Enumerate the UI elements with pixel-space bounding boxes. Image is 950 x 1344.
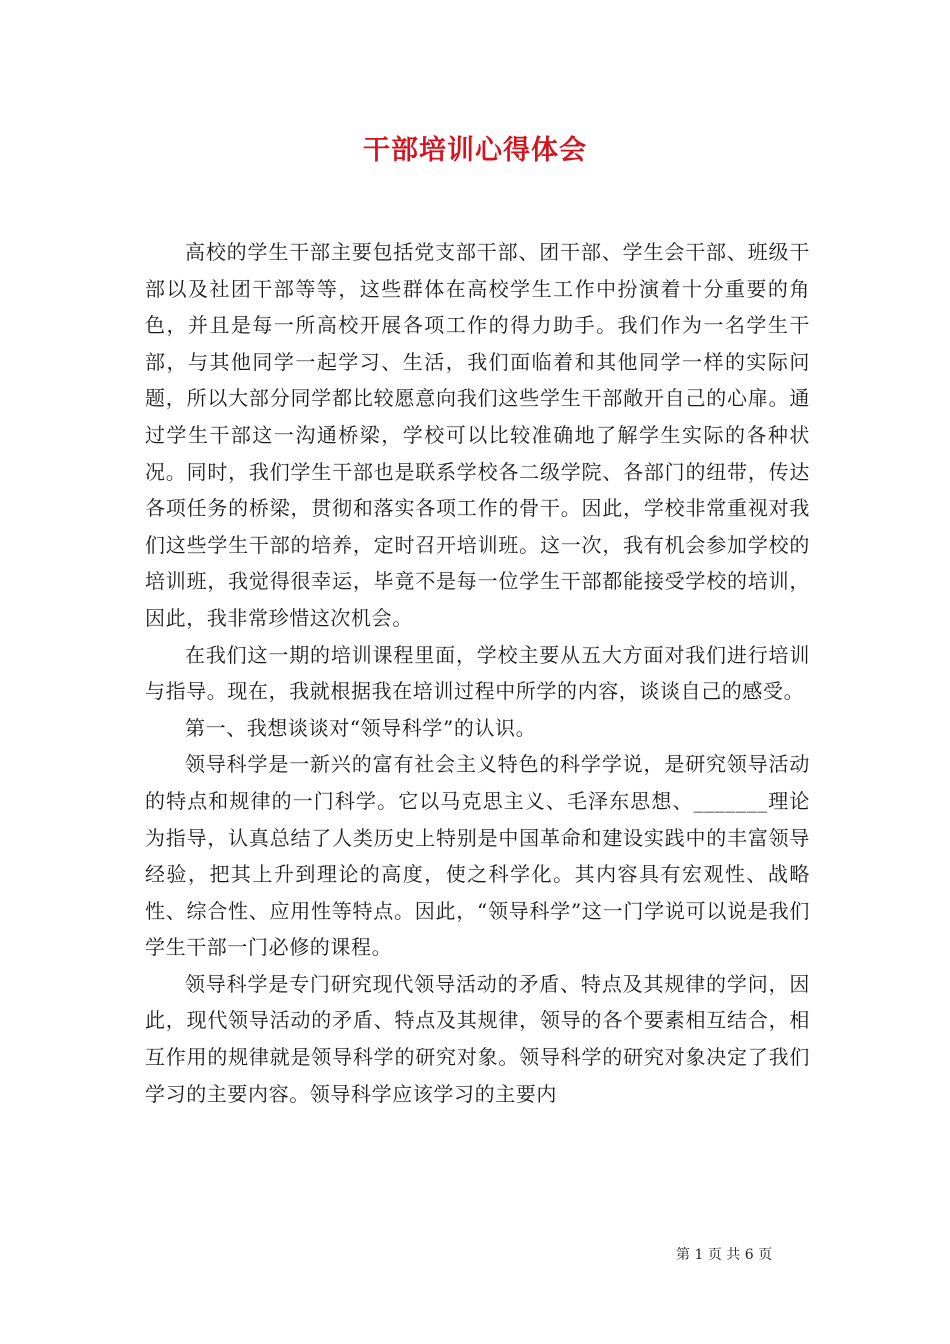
page-current: 1 — [694, 1247, 704, 1263]
document-body — [145, 234, 810, 1112]
page-middle: 页 共 — [707, 1247, 741, 1263]
paragraph-3: 第一、我想谈谈对“领导科学”的认识。 — [185, 715, 537, 740]
paragraph-4: 领导科学是一新兴的富有社会主义特色的科学学说，是研究领导活动的特点和规律的一门科学。它以马克思主义、毛泽东思想、_______理论为指导，认真总结了人类历史上特别是中国革命和建设实践中的丰富领导经验，把其上升到理论的高度，使之科学化。其内容具有宏观性、战略性、综合性、应用性等特点。因此，“领导科学”这一门学说可以说是我们学生干部一门必修的课程。 — [145, 752, 810, 960]
document-title: 干部培训心得体会 — [363, 135, 587, 166]
paragraph-1: 高校的学生干部主要包括党支部干部、团干部、学生会干部、班级干部以及社团干部等等，这些群体在高校学生工作中扮演着十分重要的角色，并且是每一所高校开展各项工作的得力助手。我们作为一名学生干部，与其他同学一起学习、生活，我们面临着和其他同学一样的实际问题，所以大部分同学都比较愿意向我们这些学生干部敞开自己的心扉。通过学生干部这一沟通桥梁，学校可以比较准确地了解学生实际的各种状况。同时，我们学生干部也是联系学校各二级学院、各部门的纽带，传达各项任务的桥梁，贯彻和落实各项工作的骨干。因此，学校非常重视对我们这些学生干部的培养，定时召开培训班。这一次，我有机会参加学校的培训班，我觉得很幸运，毕竟不是每一位学生干部都能接受学校的培训，因此，我非常珍惜这次机会。 — [145, 240, 810, 630]
paragraph-2: 在我们这一期的培训课程里面，学校主要从五大方面对我们进行培训与指导。现在，我就根据我在培训过程中所学的内容，谈谈自己的感受。 — [145, 642, 810, 704]
page-prefix: 第 — [676, 1247, 690, 1263]
paragraph-5: 领导科学是专门研究现代领导活动的矛盾、特点及其规律的学问，因此，现代领导活动的矛盾、特点及其规律，领导的各个要素相互结合，相互作用的规律就是领导科学的研究对象。领导科学的研究对象决定了我们学习的主要内容。领导科学应该学习的主要内 — [145, 971, 810, 1106]
page-suffix: 页 — [758, 1247, 773, 1263]
page-total: 6 — [744, 1247, 754, 1263]
page-number-footer — [676, 1244, 826, 1264]
